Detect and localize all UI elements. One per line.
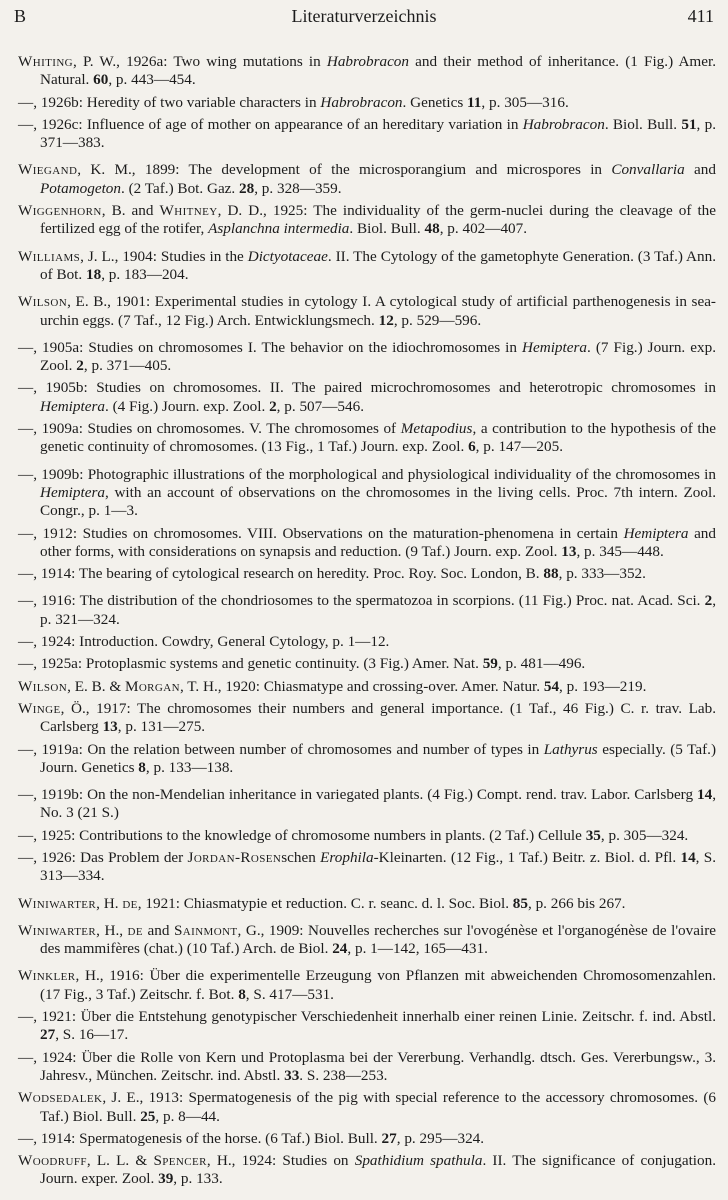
volume-number: 27 [381, 1129, 397, 1147]
italic-term: Convallaria [611, 161, 685, 179]
bibliography-entry [18, 1089, 716, 1126]
entry-text: , p. 133—138. [145, 758, 234, 776]
bibliography-entry [18, 248, 716, 285]
entry-text: —, 1924: Über die Rolle von Kern und Protoplasma bei der Vererbung. Verhandlg. dtsch. Ges. Vererbungsw., 3. Jahresv., München. Zeitschr. ind. Abstl. [18, 1048, 716, 1084]
entry-text: , J. L., 1904: Studies in the [80, 247, 248, 265]
bibliography-entry [18, 116, 716, 153]
volume-number: 24 [332, 940, 348, 958]
entry-text: , p. 321—324. [40, 592, 716, 628]
bibliography-entry [18, 678, 716, 696]
author-name: de [122, 894, 138, 912]
entry-text: , p. 193—219. [559, 677, 647, 695]
entry-text: , T. H., 1920: Chiasmatype and crossing-over. Amer. Natur. [179, 677, 544, 695]
author-name: Whitney [159, 202, 218, 220]
italic-term: Lathyrus [543, 740, 598, 758]
bibliography-entry [18, 339, 716, 376]
volume-number: 8 [238, 985, 246, 1003]
bibliography-entry [18, 592, 716, 629]
italic-term: Habrobracon [326, 53, 409, 70]
entry-text: , H., 1916: Über die experimentelle Erzeugung von Pflanzen mit abweichenden Chromosomenzahlen. (17 Fig., 3 Taf.) Zeitschr. f. Bot. [40, 967, 716, 1003]
entry-text: , p. 507—546. [276, 397, 364, 415]
entry-text: , D. D., 1925: The individuality of the germ-nuclei during the cleavage of the fertilized egg of the rotifer, [40, 202, 716, 238]
author-name: Wiggenhorn [18, 202, 102, 220]
volume-number: 88 [543, 565, 559, 583]
volume-number: 8 [138, 758, 146, 776]
author-name: Spencer [153, 1152, 207, 1170]
volume-number: 28 [239, 179, 255, 197]
author-name: Wiegand [18, 161, 78, 179]
italic-term: Dictyotaceae [247, 247, 328, 265]
bibliography-entry [18, 161, 716, 198]
bibliography-entry [18, 786, 716, 823]
author-name: Wodsedalek [18, 1089, 103, 1107]
bibliography-entry [18, 1049, 716, 1086]
entry-text: , H., [96, 921, 128, 939]
entry-text: , p. 266 bis 267. [527, 894, 626, 912]
bibliography-entry [18, 94, 716, 112]
author-name: de [127, 921, 144, 939]
bibliography-list [18, 53, 716, 1193]
entry-text: , p. 133. [173, 1170, 223, 1188]
entry-text: —, 1909b: Photographic illustrations of the morphological and physiological individuality of the chromosomes in [18, 465, 716, 483]
italic-term: Hemiptera [40, 483, 105, 501]
volume-number: 48 [424, 220, 440, 238]
entry-text: —, 1925a: Protoplasmic systems and genetic continuity. (3 Fig.) Amer. Nat. [18, 655, 483, 673]
entry-text: , with an account of observations on the chromosomes in the living cells. Proc. 7th intern. Zool. Congr., p. 1—3. [40, 483, 716, 520]
bibliography-entry [18, 466, 716, 521]
author-name: Morgan [124, 677, 180, 695]
author-name: Winkler [18, 967, 76, 985]
bibliography-entry [18, 420, 716, 457]
volume-number: 14 [697, 786, 713, 804]
entry-text: , E. B., 1901: Experimental studies in cytology I. A cytological study of artificial parthenogenesis in sea-urchin eggs. (7 Taf., 12 Fig.) Arch. Entwicklungsmech. [40, 293, 716, 329]
volume-number: 2 [704, 592, 713, 610]
entry-text: —, 1919b: On the non-Mendelian inheritance in variegated plants. (4 Fig.) Compt. rend. trav. Labor. Carlsberg [18, 786, 698, 804]
page-title: Literaturverzeichnis [291, 6, 437, 26]
entry-text: , p. 328—359. [254, 179, 342, 197]
bibliography-entry [18, 741, 716, 778]
entry-text: —, 1905b: Studies on chromosomes. II. The paired microchromosomes and heterotropic chromosomes in [18, 379, 716, 397]
italic-term: Potamogeton [40, 179, 121, 197]
volume-number: 51 [681, 115, 697, 133]
bibliography-entry [18, 827, 716, 845]
entry-text: schen [281, 848, 321, 866]
entry-text: and [684, 161, 716, 179]
bibliography-entry [18, 202, 716, 239]
volume-number: 13 [561, 542, 577, 560]
entry-text: —, 1925: Contributions to the knowledge of chromosome numbers in plants. (2 Taf.) Cellule [18, 826, 586, 844]
volume-number: 14 [680, 848, 696, 866]
italic-term: Spathidium spathula [354, 1152, 483, 1170]
bibliography-entry [18, 895, 716, 913]
entry-text: , G., 1909: Nouvelles recherches sur l'ovogénèse et l'organogénèse de l'ovaire des mammifères (chat.) (10 Taf.) Arch. de Biol. [40, 921, 717, 958]
entry-text: . Genetics [402, 93, 468, 111]
entry-text: , a contribution to the hypothesis of the genetic continuity of chromosomes. (13 Fig., 1 Taf.) Journ. exp. Zool. [40, 420, 716, 456]
entry-text: . II. The Cytology of the gametophyte Generation. (3 Taf.) Ann. of Bot. [40, 247, 717, 283]
section-letter: B [14, 6, 27, 26]
entry-text: —, 1926: Das Problem der [18, 848, 188, 866]
author-name: Sainmont [173, 921, 238, 939]
author-name: Williams [18, 247, 81, 265]
entry-text: , p. 305—316. [481, 93, 569, 111]
bibliography-entry [18, 525, 716, 562]
volume-number: 33 [284, 1066, 300, 1084]
volume-number: 25 [140, 1107, 156, 1125]
volume-number: 13 [102, 718, 118, 736]
entry-text: and other forms, with considerations on synapsis and reduction. (9 Taf.) Journ. exp. Zool. [40, 524, 716, 560]
page-header [14, 6, 714, 32]
entry-text: —, 1926b: Heredity of two variable characters in [18, 93, 321, 111]
entry-text: , H., 1924: Studies on [206, 1152, 355, 1170]
bibliography-entry [18, 967, 716, 1004]
entry-text: . (4 Fig.) Journ. exp. Zool. [104, 397, 270, 415]
bibliography-entry [18, 633, 716, 651]
entry-text: , p. 371—383. [40, 115, 717, 152]
entry-text: , 1921: Chiasmatypie et reduction. C. r. seanc. d. l. Soc. Biol. [137, 894, 513, 912]
entry-text: , p. 443—454. [108, 71, 196, 89]
volume-number: 59 [482, 655, 498, 673]
entry-text: —, 1914: Spermatogenesis of the horse. (6 Taf.) Biol. Bull. [18, 1129, 382, 1147]
italic-term: Asplanchna intermedia [208, 220, 350, 238]
author-name: Winge [18, 699, 61, 717]
entry-text: , S. 16—17. [55, 1026, 129, 1044]
entry-text: —, 1926c: Influence of age of mother on appearance of an hereditary variation in [18, 115, 523, 133]
entry-text: , p. 295—324. [396, 1129, 485, 1147]
italic-term: Hemiptera [623, 524, 689, 542]
author-name: Wilson [18, 293, 68, 311]
entry-text: -Kleinarten. (12 Fig., 1 Taf.) Beitr. z. Biol. d. Pfl. [373, 848, 681, 866]
author-name: Winiwarter [18, 894, 97, 912]
volume-number: 85 [512, 894, 528, 912]
italic-term: Hemiptera [40, 397, 105, 415]
italic-term: Metapodius [400, 420, 473, 438]
entry-text: , p. 345—448. [576, 542, 664, 560]
bibliography-entry [18, 565, 716, 583]
bibliography-entry [18, 379, 716, 416]
entry-text: , p. 402—407. [439, 220, 528, 238]
bibliography-entry [18, 700, 716, 737]
entry-text: . S. 238—253. [299, 1066, 388, 1084]
entry-text: , p. 481—496. [497, 655, 586, 673]
volume-number: 39 [158, 1170, 174, 1188]
italic-term: Hemiptera [522, 338, 587, 356]
volume-number: 60 [93, 71, 109, 89]
entry-text: , p. 305—324. [600, 826, 689, 844]
entry-text: , S. 417—531. [245, 985, 334, 1003]
volume-number: 27 [40, 1026, 56, 1044]
author-name: Whiting [18, 53, 74, 70]
author-name: Wilson [18, 677, 68, 695]
entry-text: and [143, 921, 174, 939]
entry-text: —, 1924: Introduction. Cowdry, General Cytology, p. 1—12. [18, 633, 390, 651]
entry-text: , p. 529—596. [393, 311, 482, 329]
bibliography-entry [18, 293, 716, 330]
entry-text: . Biol. Bull. [604, 115, 682, 133]
volume-number: 6 [468, 438, 476, 456]
volume-number: 2 [76, 357, 84, 375]
entry-text: , p. 131—275. [117, 718, 206, 736]
entry-text: , Ö., 1917: The chromosomes their numbers and general importance. (1 Taf., 46 Fig.) C. r. trav. Lab. Carlsberg [40, 699, 716, 736]
volume-number: 35 [585, 826, 601, 844]
entry-text: —, 1905a: Studies on chromosomes I. The behavior on the idiochromosomes in [18, 338, 523, 356]
author-name: Winiwarter [18, 921, 97, 939]
volume-number: 11 [467, 93, 482, 111]
page-number: 411 [687, 6, 714, 26]
author-name: Woodruff [18, 1152, 87, 1170]
bibliography-entry [18, 1008, 716, 1045]
entry-text: , S. 313—334. [40, 848, 716, 885]
entry-text: , p. 333—352. [558, 565, 646, 583]
italic-term: Habrobracon [320, 93, 403, 111]
italic-term: Habrobracon [522, 115, 605, 133]
italic-term: Erophila [320, 848, 374, 866]
entry-text: . Biol. Bull. [349, 220, 425, 238]
entry-text: especially. (5 Taf.) Journ. Genetics [40, 740, 716, 776]
entry-text: . (2 Taf.) Bot. Gaz. [121, 179, 240, 197]
entry-text: . II. The significance of conjugation. Journ. exper. Zool. [40, 1152, 716, 1188]
entry-text: —, 1909a: Studies on chromosomes. V. The chromosomes of [18, 420, 401, 438]
entry-text: , No. 3 (21 S.) [40, 786, 716, 822]
entry-text: , B. and [101, 202, 160, 220]
volume-number: 18 [86, 265, 102, 283]
entry-text: , p. 8—44. [155, 1107, 220, 1125]
bibliography-entry [18, 53, 716, 90]
bibliography-entry [18, 1130, 716, 1148]
bibliography-entry [18, 849, 716, 886]
author-name: Jordan-Rosen [187, 848, 282, 866]
entry-text: , p. 1—142, 165—431. [347, 940, 488, 958]
entry-text: , H. [96, 894, 123, 912]
entry-text: , p. 147—205. [475, 438, 563, 456]
entry-text: , p. 371—405. [83, 357, 172, 375]
entry-text: , J. E., 1913: Spermatogenesis of the pig with special reference to the accessory chromosomes. (6 Taf.) Biol. Bull. [40, 1089, 716, 1125]
volume-number: 2 [269, 397, 277, 415]
entry-text: —, 1914: The bearing of cytological research on heredity. Proc. Roy. Soc. London, B. [18, 565, 544, 583]
entry-text: , p. 183—204. [101, 265, 189, 283]
volume-number: 12 [378, 311, 394, 329]
bibliography-entry [18, 655, 716, 673]
entry-text: —, 1921: Über die Entstehung genotypischer Verschiedenheit innerhalb einer reinen Linie. Zeitschr. f. ind. Abstl. [18, 1008, 716, 1026]
entry-text: , P. W., 1926a: Two wing mutations in [73, 53, 327, 70]
entry-text: , E. B. & [67, 677, 125, 695]
entry-text: , K. M., 1899: The development of the microsporangium and microspores in [77, 161, 612, 179]
entry-text: —, 1919a: On the relation between number of chromosomes and number of types in [18, 740, 544, 758]
entry-text: —, 1916: The distribution of the chondriosomes to the spermatozoa in scorpions. (11 Fig.) Proc. nat. Acad. Sci. [18, 592, 705, 610]
entry-text: and their method of inheritance. (1 Fig.) Amer. Natural. [40, 53, 716, 89]
bibliography-entry [18, 1152, 716, 1189]
entry-text: —, 1912: Studies on chromosomes. VIII. Observations on the maturation-phenomena in certain [18, 524, 624, 542]
bibliography-entry [18, 922, 716, 959]
entry-text: . (7 Fig.) Journ. exp. Zool. [40, 338, 716, 375]
volume-number: 54 [543, 677, 560, 695]
entry-text: , L. L. & [86, 1152, 154, 1170]
